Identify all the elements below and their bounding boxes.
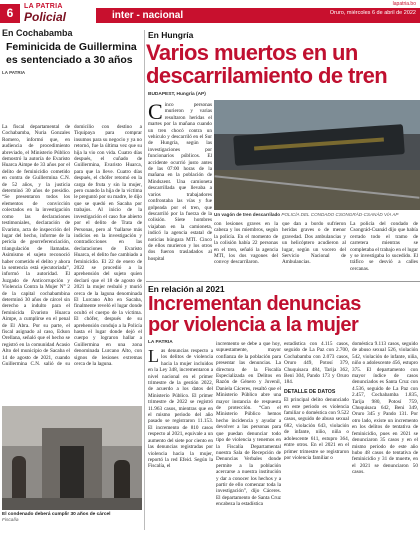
edition-date: Oruro, miércoles 6 de abril de 2022 — [329, 10, 416, 16]
hungria-column-1 — [148, 102, 212, 276]
column-divider — [144, 30, 145, 530]
hungria-photo — [214, 100, 420, 210]
hungria-headline-line2: descarrilamiento de tren — [146, 63, 388, 88]
section-label: inter - nacional — [112, 10, 184, 21]
hungria-column-2: con lesiones graves en la cabeza y los miembros, según la policía. En el momento de la colisión había 22 personas en el tren, señaló la agencia MTI, los dos vagones del convoy descarrilaron. — [214, 221, 278, 266]
denuncias-headline-line2: por violencia a la mujer — [148, 314, 359, 336]
denuncias-headline — [148, 294, 420, 336]
denuncias-column-3-text: estadística con 4.115 casos, seguido de La Paz con 2.700, Cochabamba con 2.073 casos, Oruro 449, Potosí 379, Chuquisaca 484, Tarija 362, Beni 304, Pando 173 y Oruro 184. — [284, 341, 349, 386]
hungria-column-1-text: inco personas murieron y varias resultaron heridas el martes por la mañana cuando un tren chocó contra un vehículo y descarriló en el Sur de Hungría, según las investigaciones por funcionarios públicos. El accidente ocurrió justo antes de las 07:00 horas de la mañana en la población de Mindszent. Una camioneta descarrillada que llevaba a varios trabajadores confrontaba las vías y fue golpeada por el tren, que descarriló por la fuerza de la colisión. Siete hombres viajaban en la camioneta, indicó la agencia estatal de noticias húngara MTI. Cinco de ellos murieron y los otros dos fueron trasladados al hospital — [148, 102, 212, 262]
cochabamba-headline: Feminicida de Guillermina es sentenciado a 30 años — [6, 41, 137, 66]
hungria-headline-line1: Varios muertos en un — [146, 40, 358, 65]
cochabamba-byline: LA PATRIA — [2, 70, 26, 75]
cochabamba-photo — [2, 406, 142, 510]
denuncias-column-2: incremento se debe a que hoy, supuestamente, mayor confianza de la población para presentar las denuncias. La directora de la Fiscalía Especializada en Delitos en Razón de Género y Juvenil, Daniela Cáceres, resaltó que el Ministerio Público abre una mayor instancia de respuesta de protección. “Con el Ministerio Público hemos hecho incidencia y ayudar a devolver a las personas para que puedan denunciar todo tipo de violencia y tenemos en la Fiscalía Departamental nuestra Sala de Recepción de Denuncias Verbales donde permite a la población acercarse a nuestra institución y dar a conocer los hechos y a partir de ello comenzar toda la investigación”, dijo Cáceres. El departamento de Santa Cruz encabeza la estadística — [216, 341, 281, 508]
newspaper-logo — [24, 3, 96, 23]
brand-section: Policial — [24, 10, 67, 24]
denuncias-column-3b-text: El principal delito denunciado en este periodo es violencia familiar o doméstica con 9.522 casos, seguido de abuso sexual 682, violación 643, violación de infante, niño, niña o adolescente 611, estupro 364, entre otros. En el 2021 en el primer trimestre se registraron por violencia familiar o — [284, 397, 349, 461]
page-number: 6 — [0, 4, 20, 23]
denuncias-headline-line1: Incrementan denuncias — [148, 293, 361, 315]
cochabamba-kicker: En Cochabamba — [2, 28, 73, 38]
edition-site: lapatria.bo — [392, 1, 416, 7]
cochabamba-caption-text: El condenado deberá cumplir 30 años de cárcel — [2, 512, 111, 517]
hungria-column-3: que dan a bordo sufrieron heridas graves o de menor gravedad. Dos ambulancias y un helicóptero acudieron al lugar, según un vocero del Servicio Nacional de Ambulancias. — [282, 221, 346, 266]
hungria-caption-credit: POLICÍA DEL CONDADO CSONGRÁD-CSANÁD VÍA AP — [281, 212, 399, 217]
brand-name: LA PATRIA — [24, 3, 63, 10]
hungria-photo-caption — [214, 212, 420, 218]
hungria-column-4: La policía del condado de Csongrád-Csanád dijo que había cerrado todo el tramo de carretera mientras se completaba el trabajo en el lugar y se investigaba lo sucedido. El tráfico se desvió a calles cercanas. — [350, 221, 418, 272]
denuncias-subhead: DETALLE DE DATOS — [284, 388, 336, 395]
hungria-headline — [146, 41, 420, 87]
hungria-caption-text: Un vagón de tren descarrilado — [214, 212, 281, 217]
cochabamba-caption-credit: Fiscalía — [2, 518, 19, 523]
page-header — [0, 0, 420, 26]
denuncias-column-1 — [148, 348, 213, 532]
cochabamba-body: La fiscal departamental de Cochabamba, Nuria Gonzales Romero, informó que, en audiencia de procedimiento abreviado, el Ministerio Público demostró la autoría de Evaristo Huarca Aimpe de 33 años por el delito de feminicidio cometido en contra de Guillermina C.N. de 52 años, y la justicia determinó 30 años de presidio. “Se presentaron todos los elementos de convicción colectados en la investigación como las declaraciones testimoniales, declaración de Evaristo, acta de inspección del lugar del hecho, informe de la pericia de georreferenciación, triangulación de llamadas. Asimismo el sujeto reconoció haber cometido el delito y ahora la sentencia está ejecutoriada”, informó la autoridad. El Juzgado de Anticorrupción y Violencia Contra la Mujer N° 2 de la capital cochabambina determinó 30 años de cárcel sin derecho a indulto para el feminicida Evaristo Huarca Aimpe, a cumplirse en el penal de El Abra. Por su parte, el fiscal asignado al caso, Edson Orellana, señaló que el hecho se registró en la comunidad Acasio Alto del municipio de Sacaba el 14 de agosto de 2021, cuando Guillermina C.N. salió de su domicilio con destino a Tiquipaya para comprar insumos para su negocio y ya no retornó, fue la última vez que su hija la vio con vida. Cuatro días después, el cuñado de Guillermina, Evaristo Huarca, para que la lleve. Cuatro días después, el chófer retornó en la carga de fruta y sin la mujer, pero cuando la hija de la víctima le preguntó por su madre, le dijo que se quedó en Sacaba por trabajos. Al inicio de la investigación el caso fue abierto por el delito de Trata de Personas, pero al ‘hallarse más indicios en la investigación y contradicciones en las declaraciones de Evaristo Huarca, el delito fue cambiado a feminicidio. El 22 de enero de 2022 se procedió a la aprehensión del sujeto quien declaró que el 18 de agosto de 2021 la mujer resbaló y murió cerca de la laguna denominada El Lurcano Alto en Sacaba, finalmente reveló el lugar donde ocultó el cuerpo de la víctima. El chófer, después de su aprehensión condujo a la Policía hasta el lugar donde dejó el cuerpo y lograron hallar a Guillermina en una zona denominada Lurcano Alto, con signos de lesiones extremas cerca de la laguna. — [2, 124, 142, 368]
cochabamba-photo-caption — [2, 512, 142, 524]
denuncias-byline: LA PATRIA — [148, 340, 173, 345]
denuncias-column-3 — [284, 341, 349, 532]
denuncias-dropcap: L — [148, 348, 159, 366]
article-divider — [146, 281, 420, 282]
hungria-dropcap: C — [148, 102, 163, 124]
hungria-byline: BUDAPEST, Hungría (AP) — [148, 92, 206, 97]
cochabamba-article-header — [2, 28, 142, 75]
edition-info — [330, 1, 416, 16]
denuncias-column-4: doméstica 9.113 casos, seguido de abuso sexual 526, violación 542, violación de infante, niña, niño o adolescente 456, estupro 375. El departamento con mayor índice de casos denunciados es Santa Cruz con 4.536, seguido de La Paz con 2.457, Cochabamba 1.835, Tarija 980, Potosí 759, Chuquisaca 642, Beni 349, Oruro 345 y Pando 131. Por otro lado, existe un incremento en los delitos de tentativa de feminicidio, pues en 2021 se denunciaron 35 casos y en el mismo periodo de este año hubo 48 casos de tentativa de feminicidio y 31 de muerte, en el 2021 se denunciaron 50 casos. — [352, 341, 418, 476]
denuncias-kicker: En relación al 2021 — [148, 284, 225, 294]
denuncias-column-1-text: as denuncias respecto a los delitos de violencia hacia la mujer incluidos en la Ley 348, incrementaron a nivel nacional en el primer trimestre de la gestión 2022, de acuerdo a los datos del Ministerio Público. El primer trimestre de 2022 se registró 11.963 casos, mientras que en el mismo periodo del año pasado se registraron 11.153. El incremento de 810 casos respecto al 2021, equivale a un aumento del siete por ciento en las denuncias registradas por violencia hacia la mujer, reportó la red Efeid. Según la Fiscalía, el — [148, 348, 213, 470]
hungria-kicker: En Hungría — [148, 30, 194, 40]
